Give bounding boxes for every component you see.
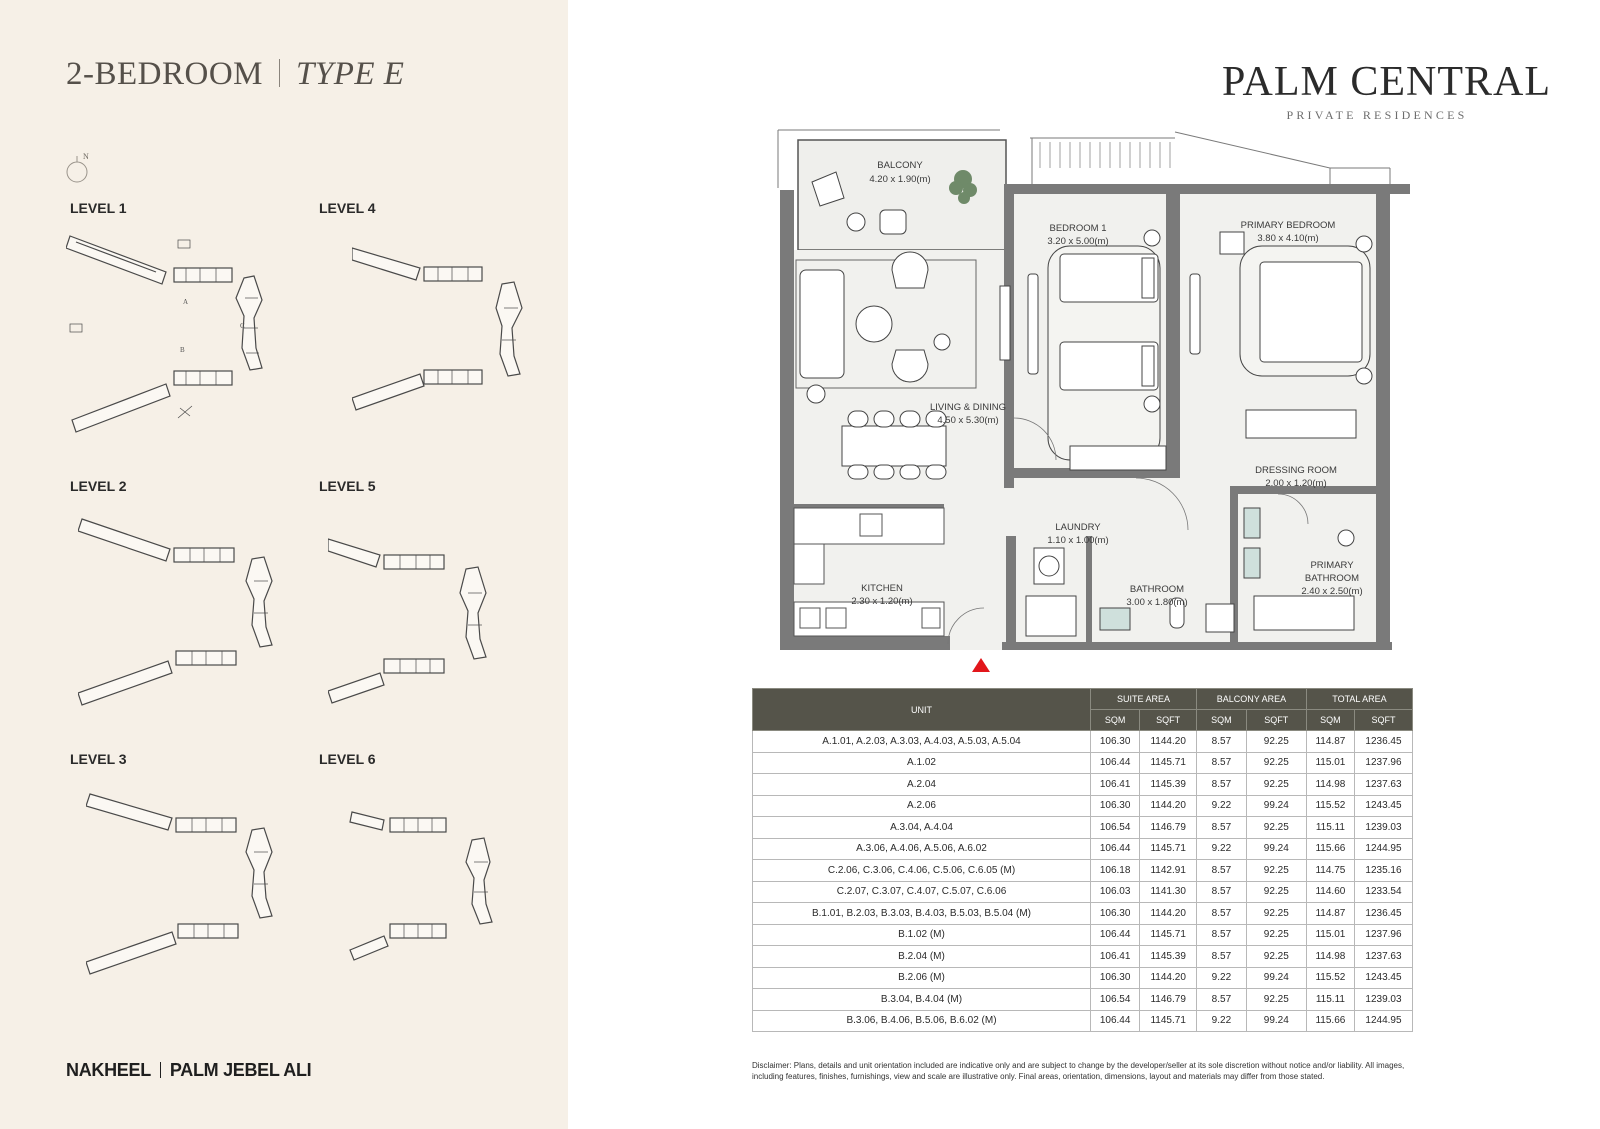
area-cell: 9.22 <box>1197 1010 1247 1032</box>
area-cell: 1145.39 <box>1140 946 1197 968</box>
area-cell: 114.98 <box>1306 774 1354 796</box>
area-cell: 115.66 <box>1306 1010 1354 1032</box>
area-cell: 1244.95 <box>1354 838 1412 860</box>
brand-project: PALM JEBEL ALI <box>169 1060 312 1080</box>
area-cell: 1144.20 <box>1140 967 1197 989</box>
unit-cell: C.2.07, C.3.07, C.4.07, C.5.07, C.6.06 <box>753 881 1091 903</box>
room-size-living: 4.50 x 5.30(m) <box>937 415 999 426</box>
bedroom-label: 2-BEDROOM <box>66 56 264 92</box>
site-keyplan-level-4 <box>352 240 542 415</box>
area-cell: 1145.71 <box>1140 924 1197 946</box>
area-cell: 1146.79 <box>1140 989 1197 1011</box>
area-cell: 114.87 <box>1306 903 1354 925</box>
area-cell: 106.44 <box>1091 1010 1140 1032</box>
room-size-dressing: 2.00 x 1.20(m) <box>1265 478 1327 489</box>
room-size-bedroom1: 3.20 x 5.00(m) <box>1047 236 1109 247</box>
table-row <box>753 817 1413 839</box>
area-cell: 1244.95 <box>1354 1010 1412 1032</box>
area-cell: 1141.30 <box>1140 881 1197 903</box>
area-cell: 1144.20 <box>1140 903 1197 925</box>
area-cell: 106.54 <box>1091 989 1140 1011</box>
area-cell: 106.44 <box>1091 838 1140 860</box>
area-cell: 99.24 <box>1246 838 1306 860</box>
area-cell: 1236.45 <box>1354 903 1412 925</box>
area-cell: 1237.63 <box>1354 946 1412 968</box>
room-name-living: LIVING & DINING <box>929 402 1007 413</box>
table-row <box>753 946 1413 968</box>
col-sub-header: SQFT <box>1246 710 1306 731</box>
area-cell: 99.24 <box>1246 795 1306 817</box>
area-cell: 8.57 <box>1197 731 1247 753</box>
room-size-primary-bedroom: 3.80 x 4.10(m) <box>1257 233 1319 244</box>
area-cell: 115.11 <box>1306 817 1354 839</box>
area-cell: 106.44 <box>1091 752 1140 774</box>
area-cell: 1237.63 <box>1354 774 1412 796</box>
area-cell: 106.30 <box>1091 731 1140 753</box>
area-cell: 92.25 <box>1246 860 1306 882</box>
bedroom1-furniture <box>1028 230 1166 470</box>
room-name-kitchen: KITCHEN <box>861 583 903 594</box>
col-unit-header: UNIT <box>753 689 1091 731</box>
room-name-bedroom1: BEDROOM 1 <box>1049 223 1107 234</box>
area-cell: 115.52 <box>1306 795 1354 817</box>
brand-divider <box>160 1062 161 1078</box>
area-cell: 114.60 <box>1306 881 1354 903</box>
brand-developer: NAKHEEL <box>66 1060 151 1080</box>
area-cell: 115.66 <box>1306 838 1354 860</box>
area-cell: 8.57 <box>1197 946 1247 968</box>
unit-cell: A.2.06 <box>753 795 1091 817</box>
site-keyplan-level-6 <box>348 808 513 968</box>
site-keyplan-level-3 <box>86 790 291 980</box>
area-cell: 8.57 <box>1197 817 1247 839</box>
col-sub-header: SQFT <box>1354 710 1412 731</box>
room-name-balcony: BALCONY <box>877 160 923 171</box>
unit-cell: A.3.06, A.4.06, A.5.06, A.6.02 <box>753 838 1091 860</box>
room-size-balcony: 4.20 x 1.90(m) <box>869 174 931 185</box>
site-keyplan-level-5 <box>328 535 503 705</box>
area-cell: 92.25 <box>1246 752 1306 774</box>
area-cell: 114.87 <box>1306 731 1354 753</box>
entrance-arrow-icon <box>972 658 990 672</box>
type-label: TYPE E <box>296 56 405 92</box>
area-cell: 8.57 <box>1197 924 1247 946</box>
area-cell: 106.54 <box>1091 817 1140 839</box>
table-row <box>753 731 1413 753</box>
table-row <box>753 924 1413 946</box>
area-cell: 106.30 <box>1091 795 1140 817</box>
palm-central-logo <box>1222 58 1551 123</box>
area-cell: 1144.20 <box>1140 795 1197 817</box>
table-row <box>753 989 1413 1011</box>
unit-cell: B.1.02 (M) <box>753 924 1091 946</box>
room-name-primary-bath-2: BATHROOM <box>1304 573 1360 584</box>
table-row <box>753 903 1413 925</box>
site-label-a: A <box>183 298 189 306</box>
col-group-header: TOTAL AREA <box>1306 689 1412 710</box>
area-cell: 92.25 <box>1246 817 1306 839</box>
col-sub-header: SQFT <box>1140 710 1197 731</box>
area-cell: 99.24 <box>1246 967 1306 989</box>
area-cell: 8.57 <box>1197 752 1247 774</box>
table-row <box>753 967 1413 989</box>
area-cell: 8.57 <box>1197 989 1247 1011</box>
level-label: LEVEL 3 <box>70 751 127 767</box>
area-cell: 114.98 <box>1306 946 1354 968</box>
level-label: LEVEL 6 <box>319 751 376 767</box>
area-cell: 1243.45 <box>1354 795 1412 817</box>
area-cell: 92.25 <box>1246 903 1306 925</box>
area-cell: 1239.03 <box>1354 989 1412 1011</box>
area-cell: 9.22 <box>1197 838 1247 860</box>
level-label: LEVEL 5 <box>319 478 376 494</box>
area-cell: 92.25 <box>1246 924 1306 946</box>
area-cell: 1236.45 <box>1354 731 1412 753</box>
table-row <box>753 881 1413 903</box>
area-cell: 1144.20 <box>1140 731 1197 753</box>
unit-cell: A.1.01, A.2.03, A.3.03, A.4.03, A.5.03, A.5.04 <box>753 731 1091 753</box>
area-cell: 1145.71 <box>1140 838 1197 860</box>
area-cell: 9.22 <box>1197 967 1247 989</box>
table-row <box>753 1010 1413 1032</box>
unit-cell: B.3.06, B.4.06, B.5.06, B.6.02 (M) <box>753 1010 1091 1032</box>
level-label: LEVEL 4 <box>319 200 376 216</box>
area-cell: 92.25 <box>1246 731 1306 753</box>
area-cell: 106.41 <box>1091 774 1140 796</box>
col-group-header: BALCONY AREA <box>1197 689 1307 710</box>
area-cell: 106.30 <box>1091 967 1140 989</box>
room-size-kitchen: 2.30 x 1.20(m) <box>851 596 913 607</box>
area-cell: 9.22 <box>1197 795 1247 817</box>
area-cell: 1146.79 <box>1140 817 1197 839</box>
table-row <box>753 795 1413 817</box>
unit-cell: A.1.02 <box>753 752 1091 774</box>
area-cell: 115.01 <box>1306 924 1354 946</box>
site-keyplan-level-2 <box>78 515 293 710</box>
unit-cell: A.3.04, A.4.04 <box>753 817 1091 839</box>
col-sub-header: SQM <box>1197 710 1247 731</box>
area-cell: 106.30 <box>1091 903 1140 925</box>
logo-sub-text: PRIVATE RESIDENCES <box>1286 108 1468 122</box>
site-label-b: B <box>180 346 185 354</box>
page-title <box>66 56 404 93</box>
area-cell: 1145.71 <box>1140 1010 1197 1032</box>
compass-letter: N <box>83 152 89 161</box>
room-name-bathroom: BATHROOM <box>1129 584 1185 595</box>
area-cell: 115.11 <box>1306 989 1354 1011</box>
logo-main-text: PALM CENTRAL <box>1222 59 1551 105</box>
room-name-dressing: DRESSING ROOM <box>1255 465 1337 476</box>
table-row <box>753 860 1413 882</box>
room-size-primary-bath: 2.40 x 2.50(m) <box>1301 586 1363 597</box>
area-cell: 92.25 <box>1246 989 1306 1011</box>
area-cell: 8.57 <box>1197 881 1247 903</box>
area-cell: 1233.54 <box>1354 881 1412 903</box>
room-size-laundry: 1.10 x 1.00(m) <box>1047 535 1109 546</box>
title-divider <box>279 59 280 87</box>
area-cell: 106.44 <box>1091 924 1140 946</box>
unit-cell: B.2.06 (M) <box>753 967 1091 989</box>
area-cell: 1239.03 <box>1354 817 1412 839</box>
unit-area-table <box>752 688 1413 1032</box>
unit-cell: A.2.04 <box>753 774 1091 796</box>
area-cell: 8.57 <box>1197 774 1247 796</box>
area-cell: 114.75 <box>1306 860 1354 882</box>
table-row <box>753 774 1413 796</box>
area-cell: 1237.96 <box>1354 924 1412 946</box>
area-cell: 106.41 <box>1091 946 1140 968</box>
area-cell: 92.25 <box>1246 946 1306 968</box>
room-name-laundry: LAUNDRY <box>1055 522 1101 533</box>
brand-footer <box>66 1060 311 1081</box>
area-cell: 1145.39 <box>1140 774 1197 796</box>
area-cell: 8.57 <box>1197 860 1247 882</box>
table-body <box>753 731 1413 1032</box>
room-size-bathroom: 3.00 x 1.80(m) <box>1126 597 1188 608</box>
area-cell: 1145.71 <box>1140 752 1197 774</box>
area-cell: 8.57 <box>1197 903 1247 925</box>
area-cell: 1243.45 <box>1354 967 1412 989</box>
floor-plan <box>770 128 1410 658</box>
compass-icon <box>66 150 92 184</box>
level-label: LEVEL 2 <box>70 478 127 494</box>
area-cell: 115.01 <box>1306 752 1354 774</box>
area-cell: 92.25 <box>1246 881 1306 903</box>
unit-cell: B.1.01, B.2.03, B.3.03, B.4.03, B.5.03, B.5.04 (M) <box>753 903 1091 925</box>
disclaimer-text: Disclaimer: Plans, details and unit orientation included are indicative only and are subject to change by the developer/seller at its sole discretion without notice and/or liability. All images, including features, finishes, furnishings, view and scale are illustrative only. Final areas, orientation, dimensions, layout and materials may differ from those stated. <box>752 1061 1405 1081</box>
site-label-c: C <box>240 322 245 330</box>
level-label: LEVEL 1 <box>70 200 127 216</box>
area-cell: 115.52 <box>1306 967 1354 989</box>
unit-cell: B.2.04 (M) <box>753 946 1091 968</box>
site-keyplan-level-1 <box>66 228 316 438</box>
unit-cell: B.3.04, B.4.04 (M) <box>753 989 1091 1011</box>
area-cell: 1235.16 <box>1354 860 1412 882</box>
room-name-primary-bath: PRIMARY <box>1310 560 1354 571</box>
col-group-header: SUITE AREA <box>1091 689 1197 710</box>
table-row <box>753 752 1413 774</box>
table-row <box>753 838 1413 860</box>
area-cell: 1142.91 <box>1140 860 1197 882</box>
col-sub-header: SQM <box>1306 710 1354 731</box>
area-cell: 1237.96 <box>1354 752 1412 774</box>
unit-cell: C.2.06, C.3.06, C.4.06, C.5.06, C.6.05 (M) <box>753 860 1091 882</box>
col-sub-header: SQM <box>1091 710 1140 731</box>
area-cell: 106.03 <box>1091 881 1140 903</box>
area-cell: 99.24 <box>1246 1010 1306 1032</box>
area-cell: 92.25 <box>1246 774 1306 796</box>
area-cell: 106.18 <box>1091 860 1140 882</box>
room-name-primary-bedroom: PRIMARY BEDROOM <box>1240 220 1336 231</box>
